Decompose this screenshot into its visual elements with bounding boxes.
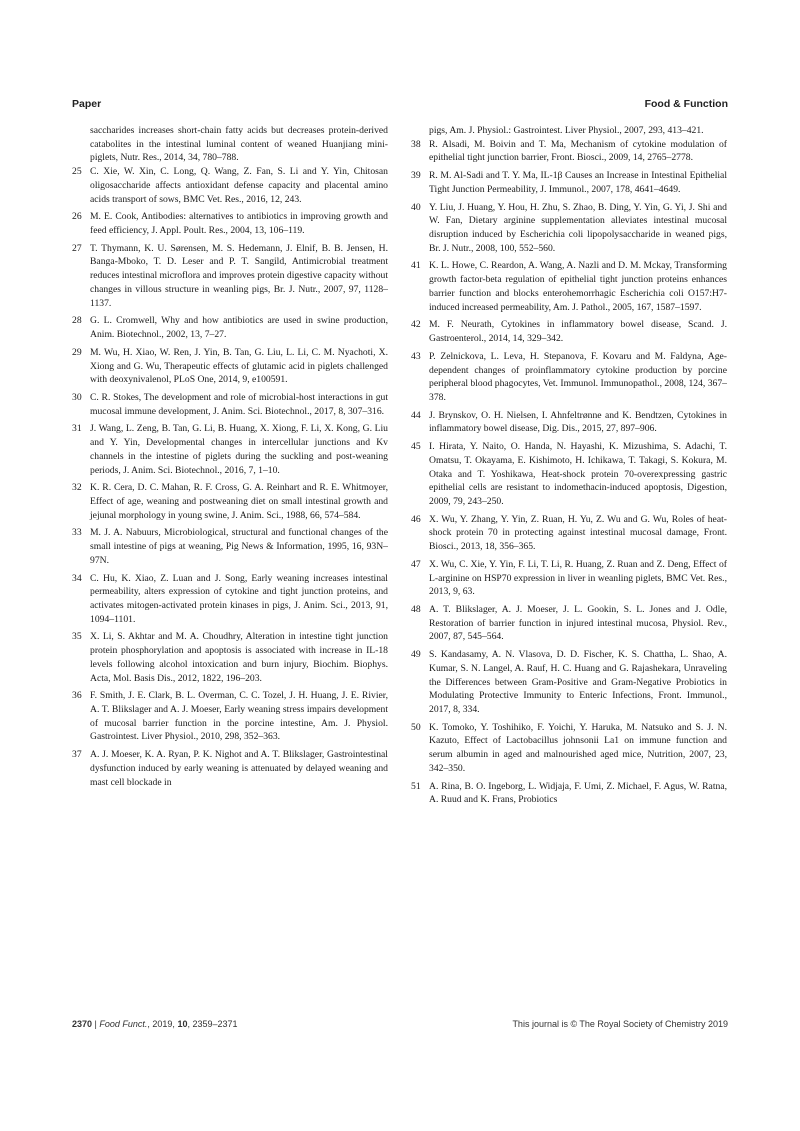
reference-number: 35	[72, 631, 82, 643]
reference-number: 29	[72, 346, 82, 358]
reference-item	[72, 210, 388, 237]
reference-number: 48	[411, 604, 421, 615]
footer-citation	[72, 1019, 238, 1029]
reference-item	[72, 748, 388, 789]
reference-text: M. Wu, H. Xiao, W. Ren, J. Yin, B. Tan, G. Liu, L. Li, C. M. Nyachoti, X. Xiong and G. Wu, Therapeutic effects of glutamic acid in piglets challenged with deoxynivalenol, PLoS One, 2014, 9, e100591.	[90, 346, 388, 386]
reference-item	[72, 630, 388, 685]
reference-number: 51	[411, 780, 421, 792]
running-header-section: Paper	[72, 98, 102, 110]
reference-item	[411, 318, 727, 345]
reference-text: A. J. Moeser, K. A. Ryan, P. K. Nighot and A. T. Blikslager, Gastrointestinal dysfunction induced by early weaning is attenuated by delayed weaning and mast cell blockade in	[90, 749, 388, 788]
reference-continuation: saccharides increases short-chain fatty acids but decreases protein-derived catabolites in the intestinal luminal content of weaned Huanjiang mini-piglets, Nutr. Res., 2014, 34, 780–788.	[90, 125, 388, 164]
reference-item	[411, 440, 727, 509]
reference-item	[72, 422, 388, 477]
reference-number: 36	[72, 690, 82, 702]
reference-item	[411, 603, 727, 644]
reference-number: 49	[411, 649, 421, 661]
reference-number: 47	[411, 558, 421, 570]
reference-number: 34	[72, 572, 82, 584]
reference-number: 45	[411, 441, 421, 453]
reference-text: C. Xie, W. Xin, C. Long, Q. Wang, Z. Fan, S. Li and Y. Yin, Chitosan oligosaccharide affects antioxidant defense capacity and placental amino acids transport of sows, BMC Vet. Res., 2016, 12, 243.	[90, 166, 388, 205]
reference-text: G. L. Cromwell, Why and how antibiotics are used in swine production, Anim. Biotechnol., 2002, 13, 7–27.	[90, 315, 388, 341]
reference-item	[72, 689, 388, 744]
reference-item	[72, 346, 388, 387]
reference-number: 37	[72, 749, 82, 761]
reference-item	[411, 259, 727, 314]
reference-number: 33	[72, 527, 82, 539]
reference-text: M. E. Cook, Antibodies: alternatives to antibiotics in improving growth and feed efficiency, J. Appl. Poult. Res., 2004, 13, 106–119.	[90, 211, 388, 237]
reference-text: M. J. A. Nabuurs, Microbiological, structural and functional changes of the small intestine of pigs at weaning, Pig News & Information, 1995, 16, 93N–97N.	[90, 527, 388, 566]
reference-item	[72, 165, 388, 206]
reference-number: 31	[72, 423, 82, 435]
reference-number: 46	[411, 513, 421, 525]
reference-item	[72, 572, 388, 627]
reference-text: P. Zelnickova, L. Leva, H. Stepanova, F. Kovaru and M. Faldyna, Age-dependent changes of proinflammatory cytokine production by porcine peripheral blood phagocytes, Vet. Immunol. Immunopathol., 2008, 124, 367–378.	[429, 350, 727, 403]
reference-text: A. Rina, B. O. Ingeborg, L. Widjaja, F. Umi, Z. Michael, F. Agus, W. Ratna, A. Ruud and K. Frans, Probiotics	[429, 780, 727, 806]
reference-number: 43	[411, 350, 421, 362]
reference-text: I. Hirata, Y. Naito, O. Handa, N. Hayashi, K. Mizushima, S. Adachi, T. Omatsu, T. Okayama, E. Kishimoto, H. Ichikawa, T. Takagi, S. Kokura, M. Otaka and T. Yoshikawa, Heat-shock protein 70-overexpressing gastric epithelial cells are resistant to indomethacin-induced apoptosis, Digestion, 2009, 79, 243–250.	[429, 441, 727, 507]
footer-journal: Food Funct.	[99, 1019, 148, 1029]
reference-number: 28	[72, 315, 82, 327]
reference-text: T. Thymann, K. U. Sørensen, M. S. Hedemann, J. Elnif, B. B. Jensen, H. Banga-Mboko, T. D. Leser and P. T. Sangild, Antimicrobial treatment reduces intestinal microflora and improves protein digestive capacity without changes in villous structure in weanling pigs, Br. J. Nutr., 2007, 97, 1128–1137.	[90, 242, 388, 309]
reference-text: R. M. Al-Sadi and T. Y. Ma, IL-1β Causes an Increase in Intestinal Epithelial Tight Junction Permeability, J. Immunol., 2007, 178, 4641–4649.	[429, 170, 727, 195]
reference-item	[411, 780, 727, 807]
reference-number: 41	[411, 260, 421, 272]
reference-number: 27	[72, 242, 82, 254]
reference-number: 44	[411, 409, 421, 421]
reference-text: C. Hu, K. Xiao, Z. Luan and J. Song, Early weaning increases intestinal permeability, alters expression of cytokine and tight junction proteins, and activates mitogen-activated protein kinases in pigs, J. Anim. Sci., 2013, 91, 1094–1101.	[90, 572, 388, 625]
reference-number: 42	[411, 319, 421, 331]
reference-text: K. L. Howe, C. Reardon, A. Wang, A. Nazli and D. M. Mckay, Transforming growth factor-beta regulation of epithelial tight junction proteins enhances barrier function and blocks enterohemorrhagic Escherichia coli O157:H7-induced increased permeability, Am. J. Pathol., 2005, 167, 1587–1597.	[429, 260, 727, 313]
reference-text: J. Wang, L. Zeng, B. Tan, G. Li, B. Huang, X. Xiong, F. Li, X. Kong, G. Liu and Y. Yin, Developmental changes in intercellular junctions and Kv channels in the intestine of piglets during the suckling and post-weaning periods, J. Anim. Sci. Biotechnol., 2016, 7, 1–10.	[90, 423, 388, 476]
reference-text: J. Brynskov, O. H. Nielsen, I. Ahnfeltrønne and K. Bendtzen, Cytokines in inflammatory bowel disease, Dig. Dis., 2015, 27, 897–906.	[429, 409, 727, 435]
reference-text: X. Li, S. Akhtar and M. A. Choudhry, Alteration in intestine tight junction protein phosphorylation and apoptosis is associated with increase in IL-18 levels following alcohol intoxication and burn injury, Biochim. Biophys. Acta, Mol. Basis Dis., 2012, 1822, 196–203.	[90, 631, 388, 684]
reference-number: 39	[411, 170, 421, 182]
footer-page-number: 2370	[72, 1019, 93, 1029]
reference-item	[411, 138, 727, 165]
running-header-journal: Food & Function	[644, 98, 728, 110]
reference-continuation: pigs, Am. J. Physiol.: Gastrointest. Liver Physiol., 2007, 293, 413–421.	[429, 125, 704, 136]
reference-item	[411, 721, 727, 776]
footer-copyright: This journal is © The Royal Society of Chemistry 2019	[512, 1019, 728, 1029]
reference-text: X. Wu, Y. Zhang, Y. Yin, Z. Ruan, H. Yu, Z. Wu and G. Wu, Roles of heat-shock protein 70 in protecting against intestinal mucosal damage, Front. Biosci., 2013, 18, 356–365.	[429, 513, 727, 553]
reference-text: K. Tomoko, Y. Toshihiko, F. Yoichi, Y. Haruka, M. Natsuko and S. J. N. Kazuto, Effect of Lactobacillus johnsonii La1 on immune function and serum albumin in aged and malnourished aged mice, Nutrition, 2007, 23, 342–350.	[429, 721, 727, 774]
footer-volume: 10	[177, 1019, 188, 1029]
reference-item	[411, 201, 727, 256]
reference-text: M. F. Neurath, Cytokines in inflammatory bowel disease, Scand. J. Gastroenterol., 2014, 14, 329–342.	[429, 319, 727, 345]
footer-year: , 2019,	[147, 1019, 178, 1029]
reference-number: 38	[411, 138, 421, 150]
reference-item	[411, 169, 727, 196]
reference-item	[411, 648, 727, 717]
reference-text: K. R. Cera, D. C. Mahan, R. F. Cross, G. A. Reinhart and R. E. Whitmoyer, Effect of age, weaning and postweaning diet on small intestinal growth and jejunal morphology in young swine, J. Anim. Sci., 1988, 66, 574–584.	[90, 482, 388, 521]
reference-item	[72, 481, 388, 522]
reference-number: 32	[72, 482, 82, 494]
reference-text: F. Smith, J. E. Clark, B. L. Overman, C. C. Tozel, J. H. Huang, J. E. Rivier, A. T. Blikslager and A. J. Moeser, Early weaning stress impairs development of mucosal barrier function in the porcine intestine, Am. J. Physiol. Gastrointest. Liver Physiol., 2010, 298, 352–363.	[90, 690, 388, 743]
reference-number: 30	[72, 391, 82, 403]
reference-item	[72, 314, 388, 341]
references-left-column	[72, 124, 388, 789]
reference-number: 50	[411, 721, 421, 733]
reference-item	[72, 391, 388, 418]
reference-item	[72, 526, 388, 567]
reference-text: C. R. Stokes, The development and role of microbial-host interactions in gut mucosal immune development, J. Anim. Sci. Biotechnol., 2017, 8, 307–316.	[90, 391, 388, 417]
footer-pages: , 2359–2371	[187, 1019, 238, 1029]
reference-text: R. Alsadi, M. Boivin and T. Ma, Mechanism of cytokine modulation of epithelial tight junction barrier, Front. Biosci., 2009, 14, 2765–2778.	[429, 138, 727, 164]
reference-item	[411, 513, 727, 554]
reference-number: 26	[72, 211, 82, 223]
reference-text: A. T. Blikslager, A. J. Moeser, J. L. Gookin, S. L. Jones and J. Odle, Restoration of barrier function in injured intestinal mucosa, Physiol. Rev., 2007, 87, 545–564.	[429, 604, 727, 643]
reference-item	[72, 242, 388, 311]
reference-text: Y. Liu, J. Huang, Y. Hou, H. Zhu, S. Zhao, B. Ding, Y. Yin, G. Yi, J. Shi and W. Fan, Dietary arginine supplementation alleviates intestinal mucosal disruption induced by Escherichia coli lipopolysaccharide in weaned pigs, Br. J. Nutr., 2008, 100, 552–560.	[429, 201, 727, 254]
references-right-column	[411, 124, 727, 807]
reference-item	[411, 409, 727, 436]
reference-number: 25	[72, 166, 82, 178]
footer-separator: |	[92, 1019, 100, 1029]
reference-item	[411, 558, 727, 599]
reference-text: S. Kandasamy, A. N. Vlasova, D. D. Fischer, K. S. Chattha, L. Shao, A. Kumar, S. N. Langel, A. Rauf, H. C. Huang and G. Rajashekara, Unraveling the Differences between Gram-Positive and Gram-Negative Probiotics in Modulating Protective Immunity to Enteric Infections, Front. Immunol., 2017, 8, 334.	[429, 649, 727, 716]
reference-number: 40	[411, 201, 421, 213]
reference-item	[411, 350, 727, 405]
reference-text: X. Wu, C. Xie, Y. Yin, F. Li, T. Li, R. Huang, Z. Ruan and Z. Deng, Effect of L-arginine on HSP70 expression in liver in weanling piglets, BMC Vet. Res., 2013, 9, 63.	[429, 558, 727, 598]
